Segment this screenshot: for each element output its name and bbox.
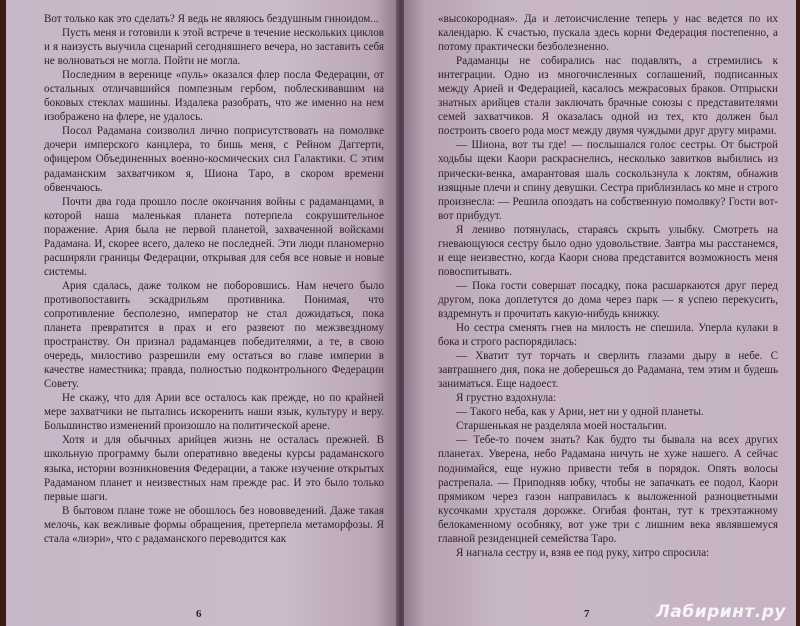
paragraph: — Пока гости совершат посадку, пока расшаркаются друг перед другом, пока доплетутся до дома через парк — я успею перекусить, вздремнуть и прочитать какую-нибудь книжку.: [438, 279, 778, 320]
paragraph: Хотя и для обычных арийцев жизнь не осталась прежней. В школьную программу были оперативно введены курсы радаманского языка, истории возникновения Федерации, а также изучение открытых Радаманом планет и неизвестных нам прежде рас. И это было только первые шаги.: [44, 434, 384, 503]
paragraph: Не скажу, что для Арии все осталось как прежде, но по крайней мере захватчики не пытались искоренить наши язык, культуру и веру. Большинство изменений произошло на политической арене.: [44, 392, 384, 433]
paragraph: В бытовом плане тоже не обошлось без нововведений. Даже такая мелочь, как вежливые формы обращения, претерпела метаморфозы. Я стала «лиэри», что с радаманского переводится как: [44, 504, 384, 545]
watermark-logo: Лабиринт.ру: [655, 602, 786, 622]
book-spread: [6, 0, 796, 626]
paragraph: Я лениво потянулась, стараясь скрыть улыбку. Смотреть на гневающуюся сестру было одно удовольствие. Завтра мы расстанемся, и еще неизвестно, когда Каори снова представится возможность меня повоспитывать.: [438, 223, 778, 278]
left-page-text: [44, 12, 384, 546]
page-number: 6: [196, 608, 202, 620]
right-page-text: [438, 12, 778, 560]
paragraph: Вот только как это сделать? Я ведь не являюсь бездушным гиноидом...: [44, 13, 379, 25]
paragraph: — Тебе-то почем знать? Как будто ты бывала на всех других планетах. Уверена, небо Радамана ничуть не хуже нашего. А сейчас поднимайся, еще нужно привести тебя в порядок. Опять волосы растрепала. — Приподняв юбку, чтобы не запачкать ее подол, Каори прямиком через газон направилась к выложенной разноцветными кусочками хрусталя дорожке. Огибая фонтан, тут к трехэтажному белокаменному особняку, вот уже три с лишним века являвшемуся главной резиденцией семейства Таро.: [438, 434, 778, 545]
paragraph: Последним в веренице «пуль» оказался флер посла Федерации, от остальных отличавшийся помпезным гербом, поблескивавшим на боковых стеклах машины. Издалека разобрать, что же именно на нем изображено на флере, не удалось.: [44, 69, 384, 124]
page-number: 7: [584, 608, 590, 620]
paragraph: Радаманцы не собирались нас подавлять, а стремились к интеграции. Одно из многочисленных соглашений, подписанных между Арией и Федерацией, касалось межрасовых браков. Отпрыски знатных арийцев стали заключать брачные союзы с представителями семей захватчиков. Я оказалась одной из тех, кто должен был построить своего рода мост между двумя чуждыми друг другу мирами.: [438, 55, 778, 138]
paragraph: Старшенькая не разделяла моей ностальгии.: [456, 420, 667, 433]
paragraph: Я нагнала сестру и, взяв ее под руку, хитро спросила:: [456, 546, 710, 559]
paragraph: Почти два года прошло после окончания войны с радаманцами, в которой наша маленькая планета потерпела сокрушительное поражение. Ария была не первой планетой, захваченной войсками Радамана. И, скорее всего, далеко не последней. Эти люди планомерно расширяли границы Федерации, открывая для себя все новые и новые системы.: [44, 195, 384, 278]
paragraph: — Такого неба, как у Арии, нет ни у одной планеты.: [456, 406, 704, 419]
paragraph: — Хватит тут торчать и сверлить глазами дыру в небе. С завтрашнего дня, пока не доберешься до Радамана, тем этим и будешь заниматься. Еще надоест.: [438, 350, 778, 391]
paragraph: Но сестра сменять гнев на милость не спешила. Уперла кулаки в бока и строго распорядилась:: [438, 322, 778, 349]
paragraph: Ария сдалась, даже толком не поборовшись. Нам нечего было противопоставить эскадрильям противника. Понимая, что сопротивление бесполезно, император не стал дожидаться, пока планета превратится в прах и его развеют по межзвездному пространству. Он признал радаманцев победителями, а те, в свою очередь, милостиво разрешили ему остаться во главе империи в качестве наместника; правда, полностью подконтрольного Федерации Совету.: [44, 279, 384, 391]
paragraph: Посол Радамана соизволил лично поприсутствовать на помолвке дочери имперского канцлера, то бишь меня, с Рейном Даггерти, офицером Объединенных военно-космических сил Галактики. С этим радаманским захватчиком я, Шиона Таро, в скором времени обвенчаюсь.: [44, 125, 384, 194]
paragraph: Пусть меня и готовили к этой встрече в течение нескольких циклов и я наизусть выучила сценарий сегодняшнего вечера, но заставить себя не волноваться не могла. Пойти не могла.: [44, 27, 384, 68]
paragraph: Я грустно вздохнула:: [456, 392, 557, 405]
paragraph: «высокородная». Да и летоисчисление теперь у нас ведется по их календарю. К счастью, пускала здесь корни Федерация постепенно, а потому практически безболезненно.: [438, 13, 778, 54]
paragraph: — Шиона, вот ты где! — послышался голос сестры. От быстрой ходьбы щеки Каори раскраснелись, несколько завитков выбились из прически-венка, амарантовая шаль соскользнула к локтям, обнажив изящные плечи и спину девушки. Сестра приблизилась ко мне и строго произнесла: — Решила опоздать на собственную помолвку? Гости вот-вот прибудут.: [438, 139, 778, 222]
right-page: [404, 0, 796, 626]
left-page: [6, 0, 398, 626]
